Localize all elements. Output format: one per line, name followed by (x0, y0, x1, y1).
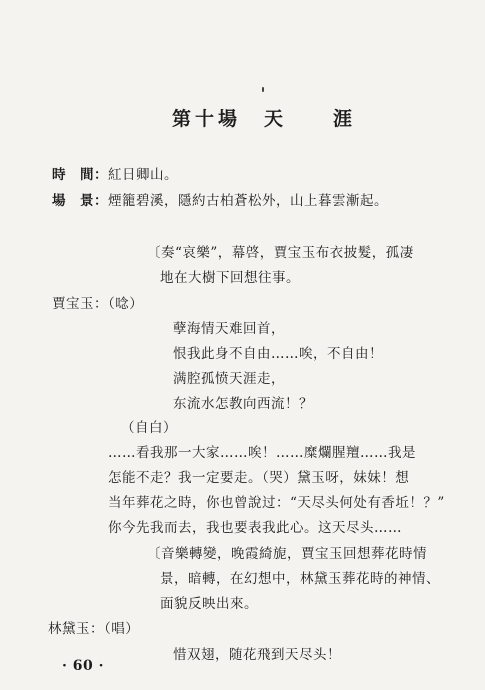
monologue-line: 当年葬花之時，你也曾說过：“天尽头何处有香坵！？” (108, 495, 445, 511)
time-label: 時 間： (52, 167, 108, 183)
stage-direction-line: 〔音樂轉變，晚霞綺旎，賈宝玉回想葬花時情 (147, 546, 427, 562)
verse-line: 东流水怎教向西流！？ (173, 396, 313, 412)
speaker-baoyu: 賈宝玉：（唸） (52, 296, 144, 312)
speaker-daiyu: 林黛玉：（唱） (48, 621, 140, 637)
aside-direction: （自白） (121, 420, 177, 436)
time-text: 紅日卿山。 (108, 167, 178, 183)
stage-direction-line: 地在大樹下回想往事。 (160, 270, 300, 286)
ink-speck (262, 87, 264, 92)
verse-line: 恨我此身不自由……唉，不自由！ (173, 346, 383, 362)
scene-line (52, 189, 388, 209)
chapter-title: 第十場 天 涯 (172, 108, 357, 130)
stage-direction-line: 〔奏“哀樂”，幕啓，賈宝玉布衣披髮，孤凄 (147, 245, 414, 261)
time-line (52, 163, 178, 183)
verse-line: 孽海情天难回首， (173, 321, 285, 337)
scene-text: 煙籠碧溪，隱約古柏蒼松外，山上暮雲漸起。 (108, 193, 388, 209)
page-number: · 60 · (62, 658, 104, 674)
stage-direction-line: 景，暗轉，在幻想中，林黛玉葬花時的神情、 (160, 571, 440, 587)
verse-line: 满腔孤愤天涯走， (173, 371, 285, 387)
verse-line: 惜双翅，随花飛到天尽头！ (173, 647, 341, 663)
scene-label: 場 景： (52, 193, 108, 209)
monologue-line: 怎能不走？我一定要走。（哭）黛玉呀，妹妹！想 (108, 470, 410, 486)
stage-direction-line: 面貌反映出來。 (160, 596, 258, 612)
monologue-line: ……看我那一大家……唉！……糜爛腥羶……我是 (108, 445, 416, 461)
monologue-line: 你今先我而去，我也要表我此心。这天尽头…… (108, 520, 402, 536)
